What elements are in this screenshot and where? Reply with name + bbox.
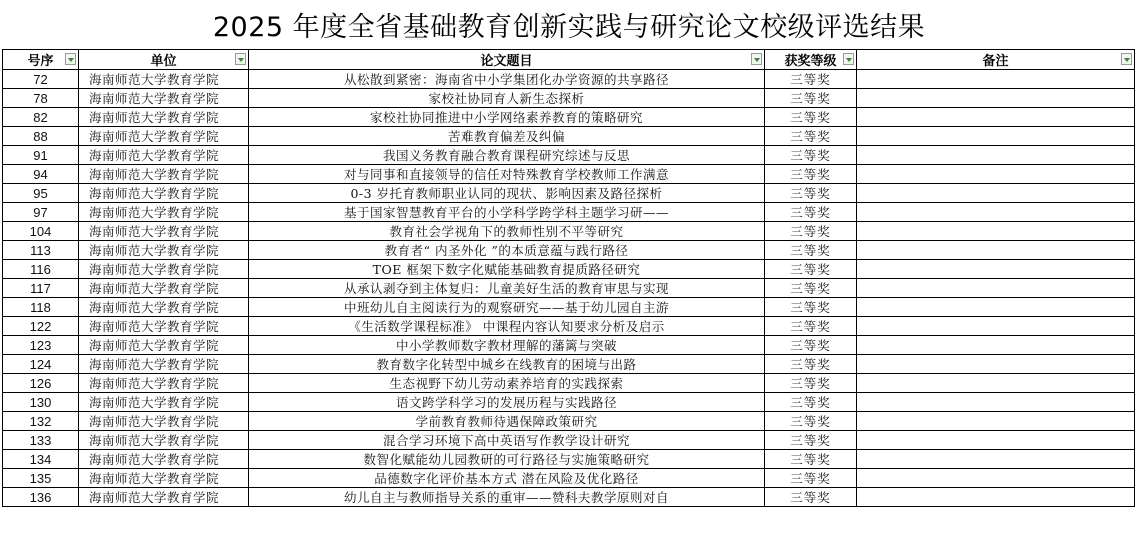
- table-row[interactable]: [3, 165, 1135, 184]
- table-row[interactable]: [3, 203, 1135, 222]
- table-row[interactable]: [3, 260, 1135, 279]
- table-row[interactable]: [3, 488, 1135, 507]
- cell-note[interactable]: [857, 70, 1135, 89]
- cell-award[interactable]: 三等奖: [765, 222, 857, 241]
- cell-no[interactable]: 130: [3, 393, 79, 412]
- header-row: [3, 50, 1135, 70]
- cell-note[interactable]: [857, 374, 1135, 393]
- cell-award[interactable]: 三等奖: [765, 241, 857, 260]
- cell-paper-title[interactable]: 我国义务教育融合教育课程研究综述与反思: [249, 146, 765, 165]
- cell-award[interactable]: 三等奖: [765, 450, 857, 469]
- cell-paper-title[interactable]: 幼儿自主与教师指导关系的重审——赞科夫教学原则对自: [249, 488, 765, 507]
- cell-note[interactable]: [857, 127, 1135, 146]
- cell-note[interactable]: [857, 298, 1135, 317]
- table-row[interactable]: [3, 241, 1135, 260]
- table-row[interactable]: [3, 355, 1135, 374]
- column-header-label: 获奖等级: [784, 54, 837, 69]
- cell-paper-title[interactable]: 教育数字化转型中城乡在线教育的困境与出路: [249, 355, 765, 374]
- table-row[interactable]: [3, 450, 1135, 469]
- cell-paper-title[interactable]: 混合学习环境下高中英语写作教学设计研究: [249, 431, 765, 450]
- cell-paper-title[interactable]: 教育者“ 内圣外化 ”的本质意蕴与践行路径: [249, 241, 765, 260]
- cell-paper-title[interactable]: TOE 框架下数字化赋能基础教育提质路径研究: [249, 260, 765, 279]
- cell-unit[interactable]: 海南师范大学教育学院: [79, 279, 249, 298]
- cell-paper-title[interactable]: 基于国家智慧教育平台的小学科学跨学科主题学习研——: [249, 203, 765, 222]
- cell-no[interactable]: 117: [3, 279, 79, 298]
- cell-paper-title[interactable]: 苦难教育偏差及纠偏: [249, 127, 765, 146]
- cell-unit[interactable]: 海南师范大学教育学院: [79, 298, 249, 317]
- column-header-label: 备注: [982, 54, 1009, 69]
- cell-unit[interactable]: 海南师范大学教育学院: [79, 393, 249, 412]
- cell-award[interactable]: 三等奖: [765, 336, 857, 355]
- cell-note[interactable]: [857, 184, 1135, 203]
- cell-no[interactable]: 126: [3, 374, 79, 393]
- column-header-label: 号序: [27, 54, 54, 69]
- cell-note[interactable]: [857, 431, 1135, 450]
- cell-no[interactable]: 113: [3, 241, 79, 260]
- cell-paper-title[interactable]: 家校社协同育人新生态探析: [249, 89, 765, 108]
- cell-paper-title[interactable]: 0-3 岁托育教师职业认同的现状、影响因素及路径探析: [249, 184, 765, 203]
- cell-unit[interactable]: 海南师范大学教育学院: [79, 222, 249, 241]
- cell-award[interactable]: 三等奖: [765, 317, 857, 336]
- cell-paper-title[interactable]: 从承认剥夺到主体复归：儿童美好生活的教育审思与实现: [249, 279, 765, 298]
- cell-award[interactable]: 三等奖: [765, 70, 857, 89]
- cell-unit[interactable]: 海南师范大学教育学院: [79, 184, 249, 203]
- cell-no[interactable]: 124: [3, 355, 79, 374]
- cell-no[interactable]: 134: [3, 450, 79, 469]
- cell-paper-title[interactable]: 《生活数学课程标准》 中课程内容认知要求分析及启示: [249, 317, 765, 336]
- cell-paper-title[interactable]: 数智化赋能幼儿园教研的可行路径与实施策略研究: [249, 450, 765, 469]
- table-row[interactable]: [3, 222, 1135, 241]
- cell-no[interactable]: 104: [3, 222, 79, 241]
- cell-paper-title[interactable]: 语文跨学科学习的发展历程与实践路径: [249, 393, 765, 412]
- cell-note[interactable]: [857, 203, 1135, 222]
- cell-no[interactable]: 78: [3, 89, 79, 108]
- cell-award[interactable]: 三等奖: [765, 298, 857, 317]
- cell-unit[interactable]: 海南师范大学教育学院: [79, 70, 249, 89]
- column-header-award: [765, 50, 857, 70]
- column-header-label: 论文题目: [480, 54, 533, 69]
- cell-paper-title[interactable]: 中小学教师数字教材理解的藩篱与突破: [249, 336, 765, 355]
- filter-dropdown-icon[interactable]: [1121, 53, 1132, 65]
- cell-unit[interactable]: 海南师范大学教育学院: [79, 450, 249, 469]
- cell-unit[interactable]: 海南师范大学教育学院: [79, 127, 249, 146]
- cell-award[interactable]: 三等奖: [765, 279, 857, 298]
- cell-no[interactable]: 118: [3, 298, 79, 317]
- cell-award[interactable]: 三等奖: [765, 412, 857, 431]
- cell-unit[interactable]: 海南师范大学教育学院: [79, 260, 249, 279]
- cell-unit[interactable]: 海南师范大学教育学院: [79, 488, 249, 507]
- column-header-note: [857, 50, 1135, 70]
- table-row[interactable]: [3, 279, 1135, 298]
- table-row[interactable]: [3, 317, 1135, 336]
- cell-no[interactable]: 94: [3, 165, 79, 184]
- cell-award[interactable]: 三等奖: [765, 393, 857, 412]
- cell-no[interactable]: 136: [3, 488, 79, 507]
- cell-note[interactable]: [857, 222, 1135, 241]
- filter-dropdown-icon[interactable]: [65, 53, 76, 65]
- cell-award[interactable]: 三等奖: [765, 89, 857, 108]
- cell-award[interactable]: 三等奖: [765, 488, 857, 507]
- cell-note[interactable]: [857, 469, 1135, 488]
- cell-award[interactable]: 三等奖: [765, 127, 857, 146]
- cell-unit[interactable]: 海南师范大学教育学院: [79, 165, 249, 184]
- results-table: [2, 49, 1135, 507]
- table-row[interactable]: [3, 108, 1135, 127]
- page-title: 2025 年度全省基础教育创新实践与研究论文校级评选结果: [212, 11, 926, 43]
- table-row[interactable]: [3, 146, 1135, 165]
- cell-no[interactable]: 133: [3, 431, 79, 450]
- filter-dropdown-icon[interactable]: [235, 53, 246, 65]
- column-header-paper: [249, 50, 765, 70]
- cell-note[interactable]: [857, 393, 1135, 412]
- cell-no[interactable]: 123: [3, 336, 79, 355]
- cell-no[interactable]: 88: [3, 127, 79, 146]
- cell-no[interactable]: 97: [3, 203, 79, 222]
- column-header-no: [3, 50, 79, 70]
- cell-paper-title[interactable]: 对与同事和直接领导的信任对特殊教育学校教师工作满意: [249, 165, 765, 184]
- cell-award[interactable]: 三等奖: [765, 431, 857, 450]
- cell-no[interactable]: 116: [3, 260, 79, 279]
- table-row[interactable]: [3, 374, 1135, 393]
- cell-note[interactable]: [857, 336, 1135, 355]
- cell-note[interactable]: [857, 260, 1135, 279]
- cell-no[interactable]: 95: [3, 184, 79, 203]
- cell-paper-title[interactable]: 品德数字化评价基本方式 潜在风险及优化路径: [249, 469, 765, 488]
- cell-award[interactable]: 三等奖: [765, 374, 857, 393]
- cell-note[interactable]: [857, 108, 1135, 127]
- cell-unit[interactable]: 海南师范大学教育学院: [79, 146, 249, 165]
- cell-note[interactable]: [857, 146, 1135, 165]
- cell-unit[interactable]: 海南师范大学教育学院: [79, 336, 249, 355]
- column-header-unit: [79, 50, 249, 70]
- cell-unit[interactable]: 海南师范大学教育学院: [79, 203, 249, 222]
- cell-no[interactable]: 135: [3, 469, 79, 488]
- cell-paper-title[interactable]: 学前教育教师待遇保障政策研究: [249, 412, 765, 431]
- cell-award[interactable]: 三等奖: [765, 355, 857, 374]
- filter-dropdown-icon[interactable]: [843, 53, 854, 65]
- table-row[interactable]: [3, 184, 1135, 203]
- cell-note[interactable]: [857, 279, 1135, 298]
- cell-no[interactable]: 122: [3, 317, 79, 336]
- table-row[interactable]: [3, 469, 1135, 488]
- cell-note[interactable]: [857, 355, 1135, 374]
- cell-no[interactable]: 82: [3, 108, 79, 127]
- cell-unit[interactable]: 海南师范大学教育学院: [79, 355, 249, 374]
- cell-note[interactable]: [857, 89, 1135, 108]
- cell-unit[interactable]: 海南师范大学教育学院: [79, 431, 249, 450]
- cell-note[interactable]: [857, 317, 1135, 336]
- table-row[interactable]: [3, 412, 1135, 431]
- cell-note[interactable]: [857, 412, 1135, 431]
- table-row[interactable]: [3, 393, 1135, 412]
- cell-paper-title[interactable]: 生态视野下幼儿劳动素养培育的实践探索: [249, 374, 765, 393]
- cell-unit[interactable]: 海南师范大学教育学院: [79, 317, 249, 336]
- table-row[interactable]: [3, 70, 1135, 89]
- cell-paper-title[interactable]: 从松散到紧密：海南省中小学集团化办学资源的共享路径: [249, 70, 765, 89]
- cell-award[interactable]: 三等奖: [765, 165, 857, 184]
- cell-no[interactable]: 132: [3, 412, 79, 431]
- cell-note[interactable]: [857, 488, 1135, 507]
- table-row[interactable]: [3, 298, 1135, 317]
- filter-dropdown-icon[interactable]: [751, 53, 762, 65]
- table-row[interactable]: [3, 127, 1135, 146]
- cell-award[interactable]: 三等奖: [765, 146, 857, 165]
- cell-unit[interactable]: 海南师范大学教育学院: [79, 469, 249, 488]
- cell-award[interactable]: 三等奖: [765, 203, 857, 222]
- cell-unit[interactable]: 海南师范大学教育学院: [79, 108, 249, 127]
- cell-unit[interactable]: 海南师范大学教育学院: [79, 374, 249, 393]
- cell-award[interactable]: 三等奖: [765, 184, 857, 203]
- cell-award[interactable]: 三等奖: [765, 469, 857, 488]
- cell-no[interactable]: 91: [3, 146, 79, 165]
- cell-paper-title[interactable]: 家校社协同推进中小学网络素养教育的策略研究: [249, 108, 765, 127]
- cell-paper-title[interactable]: 中班幼儿自主阅读行为的观察研究——基于幼儿园自主游: [249, 298, 765, 317]
- cell-award[interactable]: 三等奖: [765, 108, 857, 127]
- cell-unit[interactable]: 海南师范大学教育学院: [79, 241, 249, 260]
- table-row[interactable]: [3, 336, 1135, 355]
- cell-paper-title[interactable]: 教育社会学视角下的教师性别不平等研究: [249, 222, 765, 241]
- cell-note[interactable]: [857, 450, 1135, 469]
- cell-unit[interactable]: 海南师范大学教育学院: [79, 412, 249, 431]
- table-row[interactable]: [3, 431, 1135, 450]
- cell-no[interactable]: 72: [3, 70, 79, 89]
- cell-note[interactable]: [857, 165, 1135, 184]
- cell-note[interactable]: [857, 241, 1135, 260]
- cell-unit[interactable]: 海南师范大学教育学院: [79, 89, 249, 108]
- table-row[interactable]: [3, 89, 1135, 108]
- column-header-label: 单位: [150, 54, 177, 69]
- cell-award[interactable]: 三等奖: [765, 260, 857, 279]
